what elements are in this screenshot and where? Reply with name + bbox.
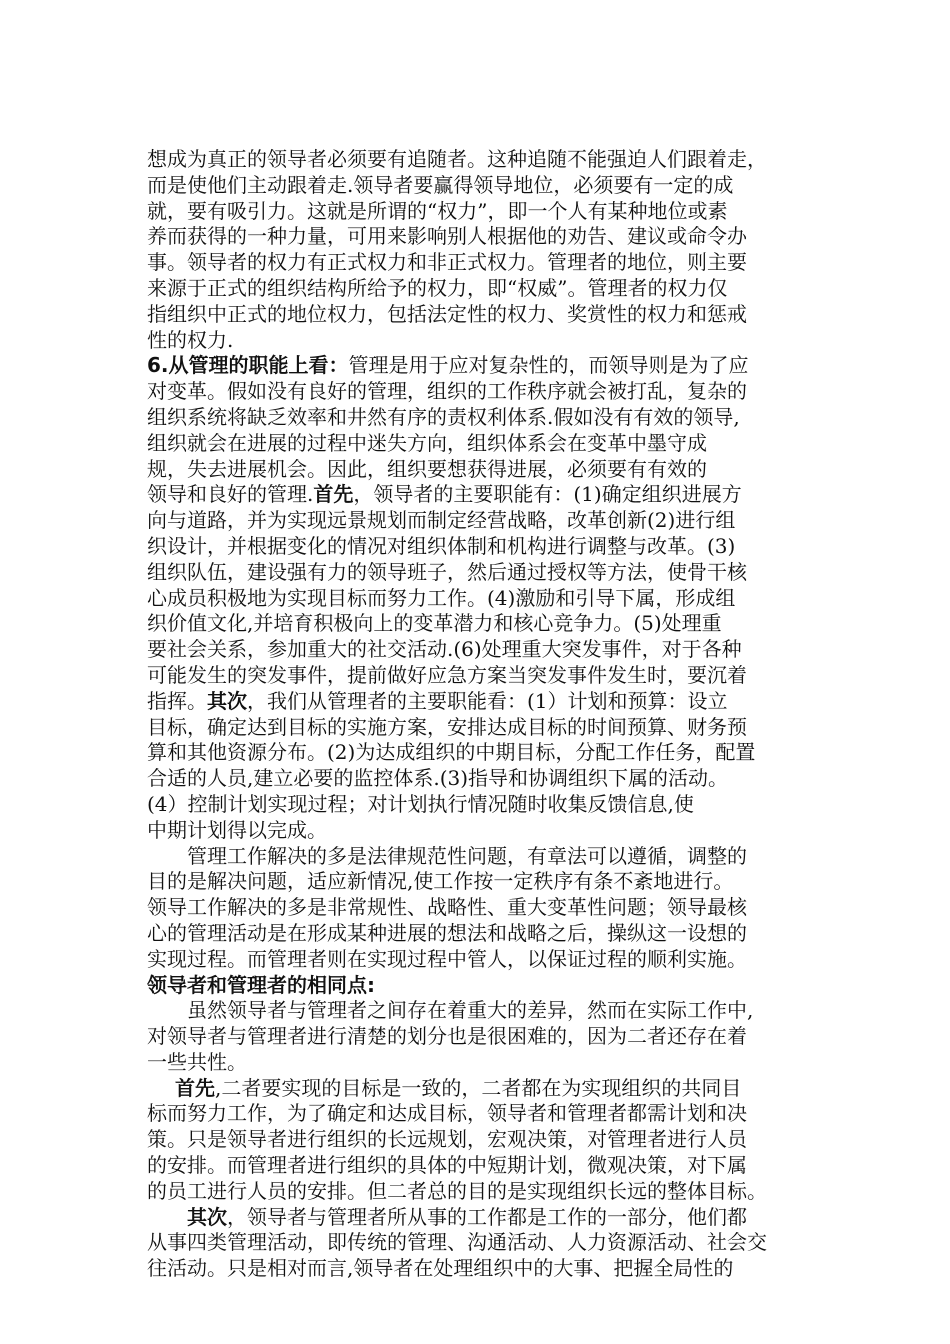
body-line: 养而获得的一种力量，可用来影响别人根据他的劝告、建议或命令办 xyxy=(147,224,747,249)
body-line xyxy=(147,689,817,715)
body-line: 往活动。只是相对而言,领导者在处理组织中的大事、把握全局性的 xyxy=(147,1256,734,1281)
first-point-label: 首先 xyxy=(175,1075,215,1100)
body-line: 标而努力工作，为了确定和达成目标，领导者和管理者都需计划和决 xyxy=(147,1101,747,1126)
body-line: (4）控制计划实现过程；对计划执行情况随时收集反馈信息,使 xyxy=(147,791,694,816)
body-line: 心成员积极地为实现目标而努力工作。(4)激励和引导下属，形成组 xyxy=(147,585,736,610)
body-line: 规，失去进展机会。因此，组织要想获得进展，必须要有有效的 xyxy=(147,456,707,481)
body-line: 可能发生的突发事件，提前做好应急方案当突发事件发生时，要沉着 xyxy=(147,662,747,687)
second-label: 其次 xyxy=(207,688,247,713)
section-6-text: 管理是用于应对复杂性的，而领导则是为了应 xyxy=(348,353,749,378)
body-line xyxy=(147,482,817,508)
body-line: 想成为真正的领导者必须要有追随者。这种追随不能强迫人们跟着走， xyxy=(147,147,767,171)
body-line: 指组织中正式的地位权力，包括法定性的权力、奖赏性的权力和惩戒 xyxy=(147,301,747,326)
section-6-heading: 6.从管理的职能上看： xyxy=(147,353,349,378)
body-text: 指挥。 xyxy=(147,688,207,713)
body-line xyxy=(147,1076,817,1102)
body-line: 虽然领导者与管理者之间存在着重大的差异，然而在实际工作中, xyxy=(187,998,754,1023)
body-line: 算和其他资源分布。(2)为达成组织的中期目标，分配工作任务，配置 xyxy=(147,740,756,765)
body-line: 从事四类管理活动，即传统的管理、沟通活动、人力资源活动、社会交 xyxy=(147,1230,767,1255)
body-line: 目的是解决问题，适应新情况,使工作按一定秩序有条不紊地进行。 xyxy=(147,869,734,894)
body-line: 的员工进行人员的安排。但二者总的目的是实现组织长远的整体目标。 xyxy=(147,1178,767,1203)
body-line: 实现过程。而管理者则在实现过程中管人，以保证过程的顺利实施。 xyxy=(147,946,747,971)
first-label: 首先 xyxy=(313,482,354,507)
second-point-label: 其次 xyxy=(187,1204,227,1229)
body-line: 策。只是领导者进行组织的长远规划，宏观决策，对管理者进行人员 xyxy=(147,1127,747,1152)
body-line: 对领导者与管理者进行清楚的划分也是很困难的，因为二者还存在着 xyxy=(147,1024,747,1049)
body-line: 组织系统将缺乏效率和井然有序的责权利体系.假如没有有效的领导, xyxy=(147,404,740,429)
body-line: 组织就会在进展的过程中迷失方向，组织体系会在变革中墨守成 xyxy=(147,430,707,455)
body-line: 向与道路，并为实现远景规划而制定经营战略，改革创新(2)进行组 xyxy=(147,508,736,533)
body-line: 就，要有吸引力。这就是所谓的“权力”，即一个人有某种地位或素 xyxy=(147,198,728,223)
body-line: 中期计划得以完成。 xyxy=(147,817,327,842)
body-line: 事。领导者的权力有正式权力和非正式权力。管理者的地位，则主要 xyxy=(147,250,747,275)
body-line: 来源于正式的组织结构所给予的权力，即“权威”。管理者的权力仅 xyxy=(147,275,728,300)
body-line: 性的权力. xyxy=(147,327,234,352)
body-line: 合适的人员,建立必要的监控体系.(3)指导和协调组织下属的活动。 xyxy=(147,766,729,791)
body-line: 领导工作解决的多是非常规性、战略性、重大变革性问题；领导最核 xyxy=(147,895,747,920)
body-line: 而是使他们主动跟着走.领导者要赢得领导地位，必须要有一定的成 xyxy=(147,172,734,197)
body-line: 心的管理活动是在形成某种进展的想法和战略之后，操纵这一设想的 xyxy=(147,920,747,945)
body-line: 对变革。假如没有良好的管理，组织的工作秩序就会被打乱，复杂的 xyxy=(147,379,747,404)
document-body xyxy=(147,147,817,1282)
body-line: 织设计，并根据变化的情况对组织体制和机构进行调整与改革。(3) xyxy=(147,533,736,558)
body-line: 的安排。而管理者进行组织的具体的中短期计划，微观决策，对下属 xyxy=(147,1153,747,1178)
body-text: ，我们从管理者的主要职能看：(1）计划和预算：设立 xyxy=(247,688,728,713)
body-text: ，领导者与管理者所从事的工作都是工作的一部分，他们都 xyxy=(227,1204,747,1229)
body-line: 织价值文化,并培育积极向上的变革潜力和核心竞争力。(5)处理重 xyxy=(147,611,722,636)
section-6-first-line xyxy=(147,353,817,379)
body-line: 组织队伍，建设强有力的领导班子，然后通过授权等方法，使骨干核 xyxy=(147,559,747,584)
body-line: 目标，确定达到目标的实施方案，安排达成目标的时间预算、财务预 xyxy=(147,714,747,739)
body-text: ,二者要实现的目标是一致的，二者都在为实现组织的共同目 xyxy=(215,1075,742,1100)
section-heading-similarities: 领导者和管理者的相同点: xyxy=(147,972,375,997)
body-line: 一些共性。 xyxy=(147,1049,247,1074)
body-text: 领导和良好的管理. xyxy=(147,482,314,507)
body-line: 管理工作解决的多是法律规范性问题，有章法可以遵循，调整的 xyxy=(187,843,747,868)
body-text: ，领导者的主要职能有：(1)确定组织进展方 xyxy=(353,482,742,507)
body-line: 要社会关系，参加重大的社交活动.(6)处理重大突发事件，对于各种 xyxy=(147,637,742,662)
body-line xyxy=(147,1205,817,1231)
